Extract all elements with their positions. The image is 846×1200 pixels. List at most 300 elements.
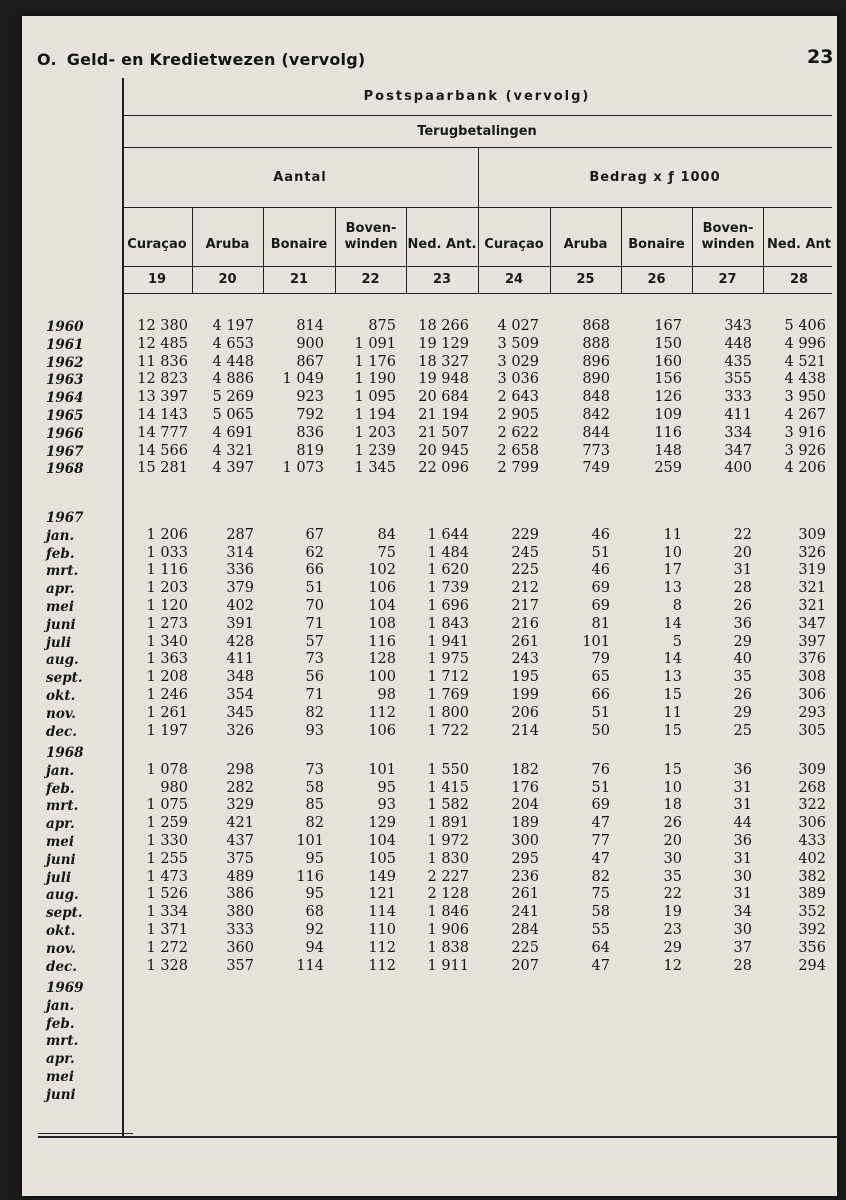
row-label: 1960 [46,319,84,335]
table-cell: 93 [305,723,324,739]
table-cell: 81 [591,616,610,632]
table-cell: 15 [663,687,682,703]
table-cell: 31 [733,780,752,796]
table-cell: 207 [511,958,539,974]
table-cell: 1 272 [146,940,188,956]
table-cell: 1 120 [146,598,188,614]
colhead-aruba-2: Aruba [563,236,608,252]
row-label: 1965 [46,408,84,424]
table-cell: 93 [377,797,396,813]
table-cell: 319 [798,562,826,578]
table-cell: 259 [654,460,682,476]
table-cell: 216 [511,616,539,632]
table-cell: 1 415 [427,780,469,796]
table-cell: 435 [724,354,752,370]
table-cell: 106 [368,723,396,739]
table-cell: 69 [591,580,610,596]
table-cell: 1 049 [282,371,324,387]
table-cell: 4 027 [497,318,539,334]
table-cell: 22 [733,527,752,543]
table-cell: 1 190 [354,371,396,387]
table-cell: 73 [305,762,324,778]
table-cell: 4 653 [212,336,254,352]
table-cell: 102 [368,562,396,578]
table-cell: 29 [733,634,752,650]
table-cell: 4 267 [784,407,826,423]
table-cell: 842 [582,407,610,423]
row-label: mrt. [46,1033,79,1049]
table-cell: 3 509 [497,336,539,352]
table-cell: 225 [511,562,539,578]
table-cell: 1 911 [427,958,469,974]
table-cell: 875 [368,318,396,334]
table-cell: 109 [654,407,682,423]
table-cell: 245 [511,545,539,561]
table-cell: 354 [226,687,254,703]
table-cell: 95 [377,780,396,796]
table-cell: 20 945 [418,443,469,459]
footer-rule [38,1136,838,1138]
table-cell: 1 620 [427,562,469,578]
table-cell: 51 [591,780,610,796]
table-cell: 214 [511,723,539,739]
table-cell: 149 [368,869,396,885]
table-cell: 437 [226,833,254,849]
row-label: sept. [46,670,83,686]
table-cell: 14 143 [137,407,188,423]
table-cell: 322 [798,797,826,813]
colnum: 24 [504,272,524,287]
table-cell: 1 208 [146,669,188,685]
table-cell: 18 266 [418,318,469,334]
table-cell: 329 [226,797,254,813]
table-cell: 5 065 [212,407,254,423]
table-cell: 62 [305,545,324,561]
table-cell: 30 [733,922,752,938]
table-cell: 31 [733,797,752,813]
table-cell: 1 246 [146,687,188,703]
table-cell: 13 [663,580,682,596]
group-bedrag: Bedrag x ƒ 1000 [589,170,721,185]
table-cell: 1 206 [146,527,188,543]
table-cell: 309 [798,527,826,543]
table-cell: 229 [511,527,539,543]
table-cell: 195 [511,669,539,685]
table-cell: 334 [724,425,752,441]
colhead-nedant-2: Ned. Ant [767,236,831,252]
table-cell: 176 [511,780,539,796]
table-cell: 400 [724,460,752,476]
colnum: 26 [647,272,666,287]
table-cell: 36 [733,833,752,849]
table-cell: 309 [798,762,826,778]
table-cell: 1 345 [354,460,396,476]
row-label: mrt. [46,563,79,579]
row-label: nov. [46,706,77,722]
table-cell: 206 [511,705,539,721]
table-cell: 46 [591,527,610,543]
table-cell: 295 [511,851,539,867]
colhead-aruba: Aruba [205,236,250,252]
table-cell: 411 [226,651,254,667]
table-cell: 360 [226,940,254,956]
table-cell: 110 [368,922,396,938]
table-cell: 13 [663,669,682,685]
row-label: apr. [46,816,75,832]
table-cell: 56 [305,669,324,685]
table-cell: 29 [663,940,682,956]
colhead-bovenwinden-2: Boven-winden [701,220,755,252]
table-cell: 1 846 [427,904,469,920]
table-cell: 47 [591,851,610,867]
table-cell: 326 [798,545,826,561]
table-cell: 355 [724,371,752,387]
row-label: 1961 [46,337,84,353]
table-cell: 20 684 [418,389,469,405]
table-cell: 10 [663,545,682,561]
table-cell: 306 [798,687,826,703]
colnum: 28 [789,272,809,287]
table-cell: 31 [733,562,752,578]
row-label: juli [46,870,71,886]
table-cell: 336 [226,562,254,578]
table-cell: 3 926 [784,443,826,459]
table-cell: 1 484 [427,545,469,561]
table-cell: 421 [226,815,254,831]
table-cell: 268 [798,780,826,796]
table-cell: 160 [654,354,682,370]
colnum: 23 [432,272,452,287]
table-cell: 1 843 [427,616,469,632]
table-cell: 3 950 [784,389,826,405]
table-cell: 1 696 [427,598,469,614]
table-cell: 82 [305,815,324,831]
table-cell: 4 197 [212,318,254,334]
table-cell: 1 255 [146,851,188,867]
table-cell: 11 836 [137,354,188,370]
table-cell: 402 [226,598,254,614]
table-cell: 236 [511,869,539,885]
table-cell: 36 [733,616,752,632]
table-cell: 1 906 [427,922,469,938]
table-cell: 379 [226,580,254,596]
row-label: aug. [46,652,79,668]
table-cell: 40 [733,651,752,667]
row-label: jan. [46,763,75,779]
table-cell: 1 371 [146,922,188,938]
table-cell: 1 328 [146,958,188,974]
table-cell: 382 [798,869,826,885]
table-cell: 1 739 [427,580,469,596]
table-cell: 28 [733,580,752,596]
table-cell: 79 [591,651,610,667]
table-cell: 8 [672,598,682,614]
table-cell: 104 [368,598,396,614]
row-label: juni [46,852,76,868]
table-cell: 300 [511,833,539,849]
table-cell: 65 [591,669,610,685]
table-cell: 35 [663,869,682,885]
row-label: 1968 [46,745,84,761]
table-cell: 10 [663,780,682,796]
table-cell: 1 203 [354,425,396,441]
table-cell: 1 830 [427,851,469,867]
row-label: mei [46,834,75,850]
table-cell: 1 838 [427,940,469,956]
table-cell: 19 948 [418,371,469,387]
page-header [37,50,365,69]
table-cell: 376 [798,651,826,667]
table-cell: 836 [296,425,324,441]
colnum: 22 [361,272,380,287]
table-cell: 1 941 [427,634,469,650]
table-cell: 305 [798,723,826,739]
table-cell: 85 [305,797,324,813]
table-cell: 343 [724,318,752,334]
table-cell: 867 [296,354,324,370]
table-cell: 4 448 [212,354,254,370]
table-cell: 128 [368,651,396,667]
table-cell: 98 [377,687,396,703]
table-cell: 321 [798,580,826,596]
table-cell: 1 273 [146,616,188,632]
table-cell: 347 [724,443,752,459]
colnum: 20 [218,272,237,287]
table-cell: 4 397 [212,460,254,476]
table-cell: 333 [724,389,752,405]
table-cell: 114 [296,958,324,974]
table-cell: 94 [305,940,324,956]
table-cell: 69 [591,797,610,813]
table-cell: 58 [305,780,324,796]
table-cell: 333 [226,922,254,938]
table-cell: 298 [226,762,254,778]
row-label: dec. [46,959,77,975]
table-cell: 69 [591,598,610,614]
table-cell: 108 [368,616,396,632]
table-cell: 3 916 [784,425,826,441]
table-cell: 1 073 [282,460,324,476]
table-cell: 2 128 [427,886,469,902]
table-cell: 1 033 [146,545,188,561]
table-cell: 22 [663,886,682,902]
row-label: 1966 [46,426,84,442]
table-cell: 148 [654,443,682,459]
table-cell: 4 521 [784,354,826,370]
table-cell: 4 321 [212,443,254,459]
table-cell: 116 [296,869,324,885]
table-cell: 1 330 [146,833,188,849]
table-cell: 397 [798,634,826,650]
table-cell: 844 [582,425,610,441]
table-cell: 2 227 [427,869,469,885]
table-cell: 84 [377,527,396,543]
table-cell: 819 [296,443,324,459]
table-cell: 4 206 [784,460,826,476]
colhead-bonaire-2: Bonaire [628,236,685,252]
table-cell: 204 [511,797,539,813]
table-cell: 31 [733,851,752,867]
table-cell: 11 [663,527,682,543]
table-cell: 17 [663,562,682,578]
table-cell: 1 239 [354,443,396,459]
table-cell: 67 [305,527,324,543]
colnum: 21 [289,272,309,287]
table-cell: 14 566 [137,443,188,459]
table-cell: 114 [368,904,396,920]
table-cell: 814 [296,318,324,334]
table-cell: 980 [160,780,188,796]
table-cell: 14 [663,651,682,667]
table-cell: 1 800 [427,705,469,721]
row-label: mrt. [46,798,79,814]
table-cell: 3 036 [497,371,539,387]
section-letter: O. [37,50,57,69]
table-cell: 105 [368,851,396,867]
table-cell: 18 [663,797,682,813]
table-cell: 76 [591,762,610,778]
colhead-curacao-2: Curaçao [484,236,544,252]
table-cell: 1 340 [146,634,188,650]
table-cell: 1 261 [146,705,188,721]
table-cell: 1 078 [146,762,188,778]
table-subtitle: Terugbetalingen [417,124,537,139]
table-cell: 47 [591,815,610,831]
table-cell: 116 [654,425,682,441]
row-label: 1962 [46,355,84,371]
table-cell: 199 [511,687,539,703]
table-cell: 46 [591,562,610,578]
table-cell: 1 722 [427,723,469,739]
table-cell: 11 [663,705,682,721]
table-cell: 71 [305,616,324,632]
table-cell: 21 507 [418,425,469,441]
table-cell: 14 777 [137,425,188,441]
table-cell: 225 [511,940,539,956]
table-cell: 1 203 [146,580,188,596]
table-cell: 21 194 [418,407,469,423]
table-cell: 92 [305,922,324,938]
table-cell: 402 [798,851,826,867]
colhead-bonaire: Bonaire [270,236,328,252]
row-label: okt. [46,923,76,939]
row-label: nov. [46,941,77,957]
table-cell: 13 397 [137,389,188,405]
table-title: Postspaarbank (vervolg) [363,89,591,104]
table-cell: 121 [368,886,396,902]
colnum: 25 [576,272,595,287]
table-cell: 888 [582,336,610,352]
table-cell: 357 [226,958,254,974]
table-cell: 73 [305,651,324,667]
table-cell: 1 116 [146,562,188,578]
table-cell: 95 [305,851,324,867]
table-cell: 261 [511,634,539,650]
table-cell: 19 [663,904,682,920]
row-label: 1968 [46,461,84,477]
table-cell: 95 [305,886,324,902]
row-label: feb. [46,1016,75,1032]
table-cell: 1 582 [427,797,469,813]
table-cell: 36 [733,762,752,778]
row-label: juli [46,635,71,651]
table-cell: 411 [724,407,752,423]
row-label: jan. [46,998,75,1014]
table-cell: 75 [377,545,396,561]
table-cell: 15 281 [137,460,188,476]
table-cell: 5 406 [784,318,826,334]
table-cell: 1 095 [354,389,396,405]
table-cell: 282 [226,780,254,796]
row-label: mei [46,599,75,615]
table-cell: 12 485 [137,336,188,352]
table-cell: 51 [591,545,610,561]
row-label: 1964 [46,390,84,406]
table-cell: 167 [654,318,682,334]
table-cell: 30 [663,851,682,867]
table-cell: 101 [296,833,324,849]
table-cell: 82 [591,869,610,885]
table-cell: 26 [663,815,682,831]
table-cell: 4 438 [784,371,826,387]
table-cell: 68 [305,904,324,920]
table-cell: 217 [511,598,539,614]
table-cell: 375 [226,851,254,867]
table-cell: 156 [654,371,682,387]
table-cell: 12 380 [137,318,188,334]
table-cell: 58 [591,904,610,920]
table-cell: 2 658 [497,443,539,459]
table-cell: 5 [672,634,682,650]
table-cell: 101 [368,762,396,778]
row-label: mei [46,1069,75,1085]
table-cell: 2 799 [497,460,539,476]
table-cell: 1 363 [146,651,188,667]
table-cell: 57 [305,634,324,650]
page-title: Geld- en Kredietwezen (vervolg) [66,50,366,69]
table-cell: 112 [368,958,396,974]
table-cell: 489 [226,869,254,885]
table-cell: 12 [663,958,682,974]
table-cell: 34 [733,904,752,920]
table-cell: 25 [733,723,752,739]
table-cell: 75 [591,886,610,902]
table-cell: 77 [591,833,610,849]
table-cell: 66 [305,562,324,578]
table-cell: 28 [733,958,752,974]
table-cell: 29 [733,705,752,721]
rule-title [122,115,832,116]
table-cell: 293 [798,705,826,721]
colnum: 27 [718,272,737,287]
table-cell: 51 [591,705,610,721]
table-cell: 3 029 [497,354,539,370]
table-cell: 15 [663,723,682,739]
table-cell: 1 975 [427,651,469,667]
table-cell: 15 [663,762,682,778]
table-cell: 321 [798,598,826,614]
table-cell: 773 [582,443,610,459]
table-cell: 101 [582,634,610,650]
table-cell: 182 [511,762,539,778]
table-cell: 352 [798,904,826,920]
table-cell: 900 [296,336,324,352]
row-label: 1967 [46,510,84,526]
table-cell: 261 [511,886,539,902]
row-label: juni [46,617,76,633]
table-cell: 448 [724,336,752,352]
table-cell: 22 096 [418,460,469,476]
